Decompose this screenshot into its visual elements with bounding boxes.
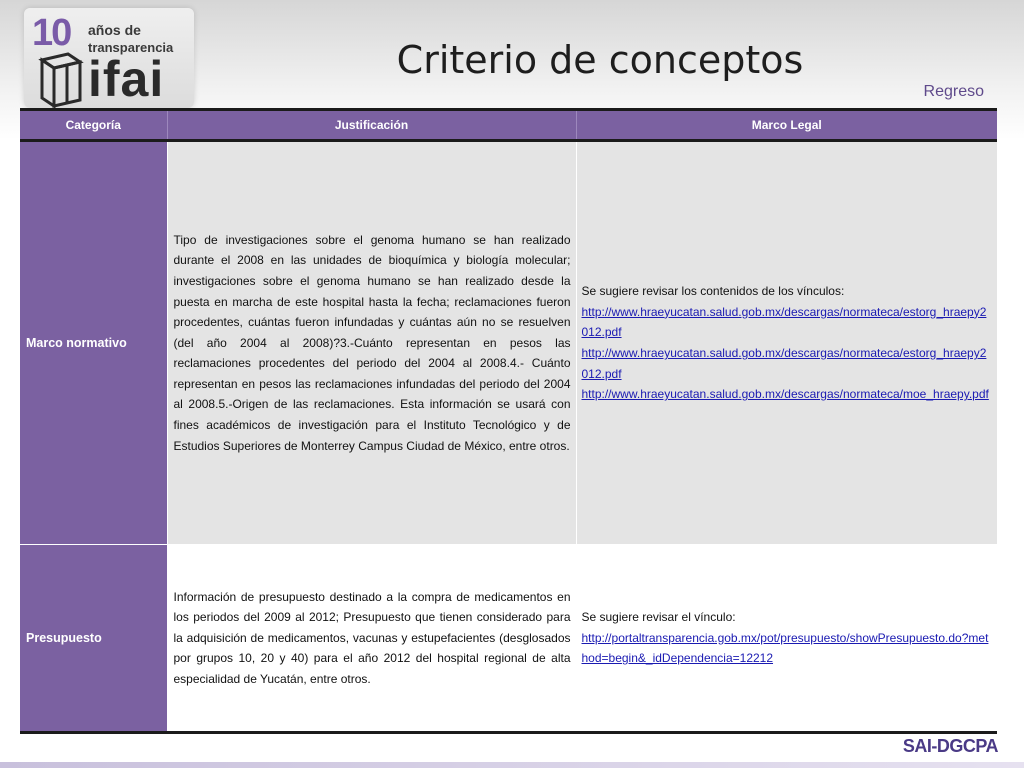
header-legal: Marco Legal xyxy=(576,111,997,141)
table-row xyxy=(20,141,997,545)
category-cell: Presupuesto xyxy=(20,545,167,732)
legal-intro: Se sugiere revisar el vínculo: xyxy=(581,610,736,625)
logo-brand: ifai xyxy=(88,51,165,107)
legal-link[interactable]: http://www.hraeyucatan.salud.gob.mx/descargas/normateca/estorg_hraepy2012.pdf xyxy=(581,346,987,381)
legal-link[interactable]: http://www.hraeyucatan.salud.gob.mx/descargas/normateca/estorg_hraepy2012.pdf xyxy=(581,304,987,340)
cube-icon xyxy=(34,52,84,108)
footer-band xyxy=(0,762,1024,768)
ifai-logo xyxy=(24,8,194,108)
logo-line1: años de xyxy=(88,22,141,38)
justification-cell: Información de presupuesto destinado a la compra de medicamentos en los periodos del 2009 al 2012; Presupuesto que tienen considerado para la adquisición de medicamentos, vacunas y estupefacientes (desglosados por grupos 10, 20 y 40) para el año 2012 del hospital regional de alta especialidad de Yucatán, entre otros. xyxy=(167,545,576,732)
header-category: Categoría xyxy=(20,111,167,141)
table-header-row xyxy=(20,111,997,141)
justification-cell: Tipo de investigaciones sobre el genoma humano se han realizado durante el 2008 en las unidades de bioquímica y biología molecular; investigaciones sobre el genoma humano se han realizado desde la puesta en marcha de este hospital hasta la fecha; reclamaciones fueron procedentes, cuántas fueron infundadas y cuántas aún no se resuelven (del año 2004 al 2008)?3.-Cuánto representan en pesos las reclamaciones procedentes del periodo del 2004 al 2008.4.- Cuánto representan en pesos las reclamaciones infundadas del periodo del 2004 al 2008.5.-Origen de las reclamaciones. Esta información se usará con fines académicos de investigación para el Instituto Tecnológico y de Estudios Superiores de Monterrey Campus Ciudad de México, entre otros. xyxy=(167,141,576,545)
logo-number: 10 xyxy=(32,12,71,54)
concepts-table xyxy=(20,108,997,734)
page-title: Criterio de conceptos xyxy=(396,38,804,82)
table-row xyxy=(20,545,997,732)
footer-brand: SAI-DGCPA xyxy=(902,736,998,756)
legal-link[interactable]: http://www.hraeyucatan.salud.gob.mx/descargas/normateca/moe_hraepy.pdf xyxy=(581,387,989,402)
legal-cell xyxy=(576,545,997,732)
category-cell: Marco normativo xyxy=(20,141,167,545)
back-link[interactable]: Regreso xyxy=(923,83,984,100)
legal-cell xyxy=(576,141,997,545)
legal-intro: Se sugiere revisar los contenidos de los vínculos: xyxy=(581,284,845,299)
legal-link[interactable]: http://portaltransparencia.gob.mx/pot/presupuesto/showPresupuesto.do?method=begin&_idDependencia=12212 xyxy=(581,630,989,666)
logo-line2: transparencia xyxy=(88,40,174,55)
header-justification: Justificación xyxy=(167,111,576,141)
